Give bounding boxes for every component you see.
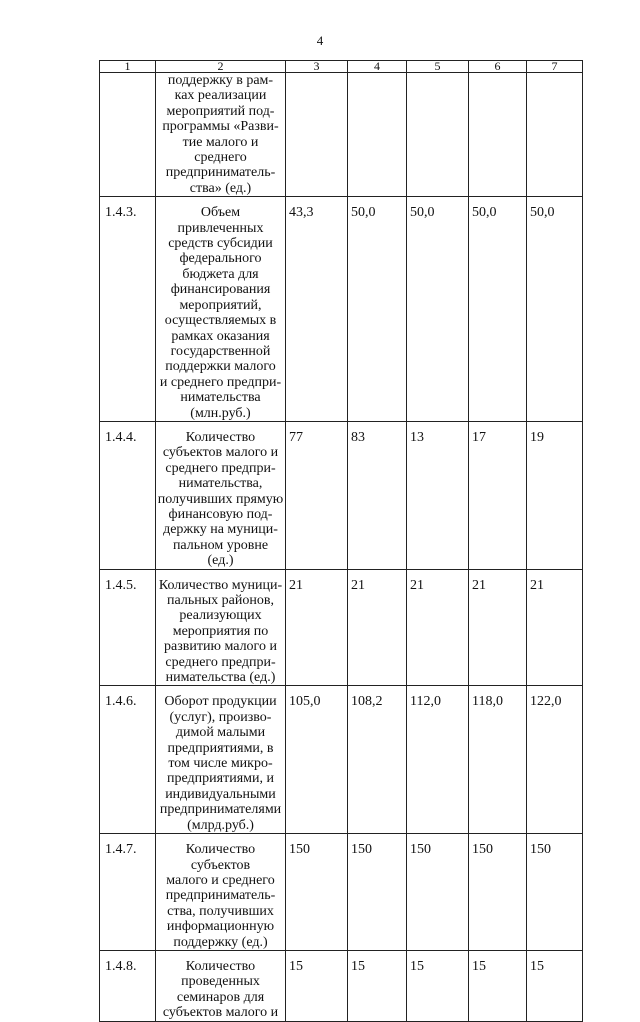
- row-description: [156, 73, 286, 197]
- value-cell: 15: [407, 950, 469, 1021]
- page-number: 4: [316, 33, 324, 48]
- row-number: 1.4.5.: [100, 569, 156, 686]
- value-cell: 150: [407, 834, 469, 951]
- row-number: [100, 73, 156, 197]
- row-number: 1.4.7.: [100, 834, 156, 951]
- table-row: [100, 834, 583, 951]
- value-cell: 83: [348, 421, 407, 569]
- value-cell: 19: [527, 421, 583, 569]
- description-text: Оборот продукции (услуг), произво- димой малыми предприятиями, в том числе микро- предприятиями, и индивидуальными предпринимателями (млрд.руб.): [159, 694, 282, 833]
- value-cell: 15: [348, 950, 407, 1021]
- value-cell: 15: [469, 950, 527, 1021]
- description-text: Количество субъектов малого и среднего предприниматель- ства, получивших информационную поддержку (ед.): [165, 842, 276, 950]
- value-cell: 21: [407, 569, 469, 686]
- row-number: 1.4.3.: [100, 197, 156, 422]
- table-row: [100, 686, 583, 834]
- row-description: [156, 197, 286, 422]
- value-cell: 21: [348, 569, 407, 686]
- value-cell: 50,0: [527, 197, 583, 422]
- value-cell: [469, 73, 527, 197]
- value-cell: 150: [348, 834, 407, 951]
- column-header: 2: [156, 61, 286, 73]
- description-text: Количество проведенных семинаров для субъектов малого и: [162, 958, 279, 1021]
- description-text: Количество субъектов малого и среднего предпри- нимательства, получивших прямую финансовую под- держку на муници- пальном уровне (ед.): [157, 429, 284, 569]
- table-row: [100, 569, 583, 686]
- column-number-row: [100, 61, 583, 73]
- row-description: [156, 686, 286, 834]
- table-row: [100, 73, 583, 197]
- row-number: 1.4.8.: [100, 950, 156, 1021]
- value-cell: 150: [469, 834, 527, 951]
- value-cell: 13: [407, 421, 469, 569]
- row-description: [156, 421, 286, 569]
- value-cell: 105,0: [286, 686, 348, 834]
- value-cell: 118,0: [469, 686, 527, 834]
- value-cell: 21: [469, 569, 527, 686]
- value-cell: 43,3: [286, 197, 348, 422]
- value-cell: 112,0: [407, 686, 469, 834]
- value-cell: 21: [527, 569, 583, 686]
- column-header: 4: [348, 61, 407, 73]
- value-cell: [527, 73, 583, 197]
- value-cell: 50,0: [348, 197, 407, 422]
- column-header: 3: [286, 61, 348, 73]
- value-cell: [407, 73, 469, 197]
- table-row: [100, 421, 583, 569]
- table-row: [100, 197, 583, 422]
- value-cell: 15: [527, 950, 583, 1021]
- value-cell: [286, 73, 348, 197]
- value-cell: 50,0: [407, 197, 469, 422]
- description-text: Объем привлеченных средств субсидии федерального бюджета для финансирования мероприятий, осуществляемых в рамках оказания государственной поддержки малого и среднего предпри- нимательства (млн.руб.): [159, 205, 282, 421]
- description-text: Количество муници- пальных районов, реализующих мероприятия по развитию малого и среднего предпри- нимательства (ед.): [158, 577, 283, 686]
- row-number: 1.4.4.: [100, 421, 156, 569]
- value-cell: 122,0: [527, 686, 583, 834]
- row-number: 1.4.6.: [100, 686, 156, 834]
- column-header: 5: [407, 61, 469, 73]
- value-cell: [348, 73, 407, 197]
- value-cell: 21: [286, 569, 348, 686]
- value-cell: 150: [286, 834, 348, 951]
- column-header: 1: [100, 61, 156, 73]
- value-cell: 17: [469, 421, 527, 569]
- column-header: 6: [469, 61, 527, 73]
- row-description: [156, 569, 286, 686]
- row-description: [156, 950, 286, 1021]
- column-header: 7: [527, 61, 583, 73]
- value-cell: 77: [286, 421, 348, 569]
- value-cell: 50,0: [469, 197, 527, 422]
- value-cell: 15: [286, 950, 348, 1021]
- row-description: [156, 834, 286, 951]
- value-cell: 150: [527, 834, 583, 951]
- value-cell: 108,2: [348, 686, 407, 834]
- indicators-table: [99, 60, 583, 1022]
- table-row: [100, 950, 583, 1021]
- description-text: поддержку в рам- ках реализации мероприятий под- программы «Разви- тие малого и среднего предприниматель- ства» (ед.): [162, 73, 279, 196]
